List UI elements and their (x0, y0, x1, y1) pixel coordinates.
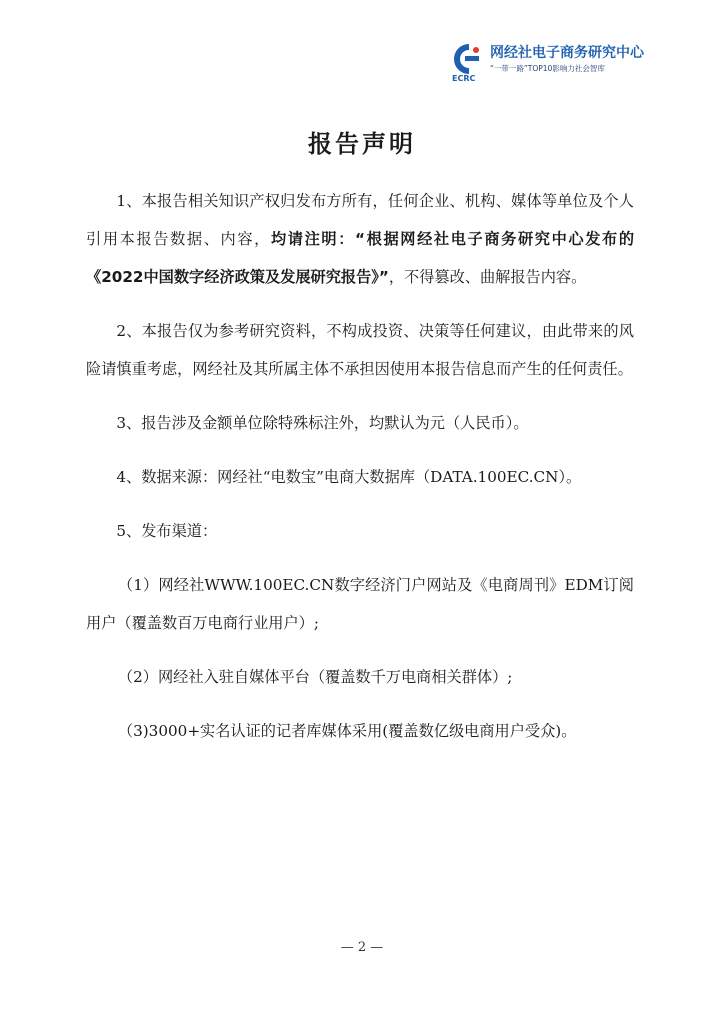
channel-1: （1）网经社WWW.100EC.CN数字经济门户网站及《电商周刊》EDM订阅用户（覆盖数百万电商行业用户）; (86, 576, 634, 632)
statement-body (86, 182, 634, 750)
ecrc-logo-icon (452, 44, 486, 83)
paragraph-2: 2、本报告仅为参考研究资料，不构成投资、决策等任何建议，由此带来的风险请慎重考虑，网经社及其所属主体不承担因使用本报告信息而产生的任何责任。 (86, 322, 634, 378)
paragraph-1 (86, 182, 634, 296)
logo-abbr: ECRC (452, 74, 476, 83)
citation-notice: 均请注明：“根据网经社电子商务研究中心发布的《2022中国数字经济政策及发展研究报告》” (86, 230, 635, 286)
channel-2: （2）网经社入驻自媒体平台（覆盖数千万电商相关群体）; (117, 668, 513, 686)
header-logo (452, 44, 644, 83)
logo-title: 网经社电子商务研究中心 (490, 45, 644, 61)
channel-3: （3)3000+实名认证的记者库媒体采用(覆盖数亿级电商用户受众)。 (117, 722, 577, 740)
paragraph-5: 5、发布渠道： (116, 522, 218, 540)
paragraph-4: 4、数据来源：网经社“电数宝”电商大数据库（DATA.100EC.CN）。 (116, 468, 582, 486)
paragraph-3: 3、报告涉及金额单位除特殊标注外，均默认为元（人民币）。 (116, 414, 529, 432)
paragraph-1-text: 1、本报告相关知识产权归发布方所有，任何企业、机构、媒体等单位及个人引用本报告数据、内容， (86, 192, 634, 248)
paragraph-1-tail: ，不得篡改、曲解报告内容。 (388, 268, 587, 286)
logo-subtitle: “一带一路”TOP10影响力社会智库 (490, 64, 605, 73)
page-title: 报告声明 (308, 130, 416, 158)
page-number: — 2 — (340, 940, 384, 955)
